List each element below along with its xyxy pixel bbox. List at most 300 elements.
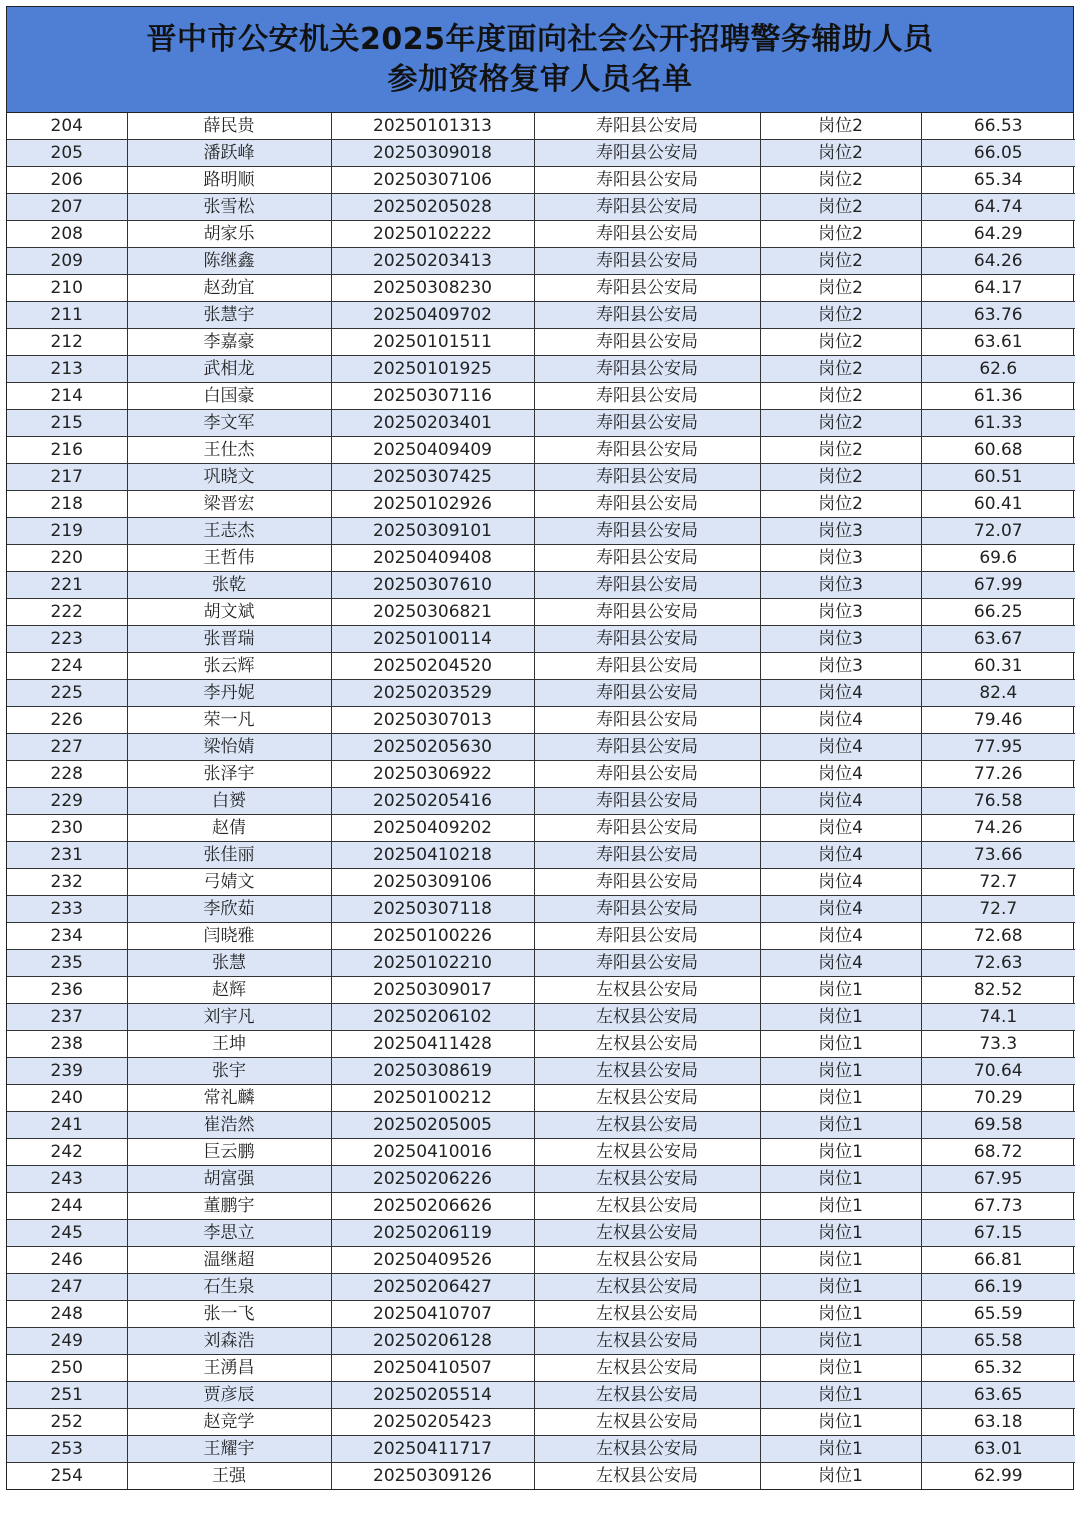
exam-id-cell: 20250102210: [331, 950, 534, 977]
position-cell: 岗位1: [760, 1112, 921, 1139]
score-cell: 66.53: [921, 113, 1075, 140]
score-cell: 82.52: [921, 977, 1075, 1004]
exam-id-cell: 20250205416: [331, 788, 534, 815]
position-cell: 岗位1: [760, 1436, 921, 1463]
position-cell: 岗位3: [760, 518, 921, 545]
agency-cell: 寿阳县公安局: [534, 194, 760, 221]
agency-cell: 寿阳县公安局: [534, 410, 760, 437]
row-number-cell: 227: [7, 734, 127, 761]
score-cell: 64.17: [921, 275, 1075, 302]
agency-cell: 寿阳县公安局: [534, 113, 760, 140]
table-row: [7, 518, 1075, 545]
row-number-cell: 252: [7, 1409, 127, 1436]
agency-cell: 左权县公安局: [534, 1166, 760, 1193]
position-cell: 岗位1: [760, 977, 921, 1004]
position-cell: 岗位4: [760, 680, 921, 707]
position-cell: 岗位1: [760, 1301, 921, 1328]
table-row: [7, 653, 1075, 680]
table-row: [7, 410, 1075, 437]
table-row: [7, 194, 1075, 221]
score-cell: 63.76: [921, 302, 1075, 329]
exam-id-cell: 20250205514: [331, 1382, 534, 1409]
position-cell: 岗位3: [760, 626, 921, 653]
row-number-cell: 247: [7, 1274, 127, 1301]
agency-cell: 寿阳县公安局: [534, 248, 760, 275]
exam-id-cell: 20250409408: [331, 545, 534, 572]
position-cell: 岗位1: [760, 1058, 921, 1085]
page-title: 晋中市公安机关2025年度面向社会公开招聘警务辅助人员: [146, 21, 934, 57]
score-cell: 73.66: [921, 842, 1075, 869]
name-cell: 王仕杰: [127, 437, 331, 464]
score-cell: 63.18: [921, 1409, 1075, 1436]
position-cell: 岗位1: [760, 1328, 921, 1355]
exam-id-cell: 20250409702: [331, 302, 534, 329]
name-cell: 石生泉: [127, 1274, 331, 1301]
name-cell: 王湧昌: [127, 1355, 331, 1382]
table-row: [7, 842, 1075, 869]
name-cell: 李思立: [127, 1220, 331, 1247]
score-cell: 72.7: [921, 869, 1075, 896]
row-number-cell: 229: [7, 788, 127, 815]
position-cell: 岗位4: [760, 869, 921, 896]
row-number-cell: 232: [7, 869, 127, 896]
name-cell: 李嘉豪: [127, 329, 331, 356]
row-number-cell: 248: [7, 1301, 127, 1328]
table-row: [7, 599, 1075, 626]
exam-id-cell: 20250102926: [331, 491, 534, 518]
table-row: [7, 788, 1075, 815]
title-header: [7, 7, 1073, 113]
position-cell: 岗位4: [760, 815, 921, 842]
agency-cell: 寿阳县公安局: [534, 140, 760, 167]
exam-id-cell: 20250409526: [331, 1247, 534, 1274]
row-number-cell: 214: [7, 383, 127, 410]
name-cell: 梁晋宏: [127, 491, 331, 518]
position-cell: 岗位2: [760, 248, 921, 275]
position-cell: 岗位2: [760, 113, 921, 140]
exam-id-cell: 20250205028: [331, 194, 534, 221]
agency-cell: 寿阳县公安局: [534, 761, 760, 788]
name-cell: 武相龙: [127, 356, 331, 383]
score-cell: 70.29: [921, 1085, 1075, 1112]
name-cell: 刘森浩: [127, 1328, 331, 1355]
score-cell: 64.74: [921, 194, 1075, 221]
table-row: [7, 302, 1075, 329]
table-row: [7, 761, 1075, 788]
exam-id-cell: 20250206102: [331, 1004, 534, 1031]
roster-table: [7, 113, 1075, 1489]
exam-id-cell: 20250410016: [331, 1139, 534, 1166]
score-cell: 64.26: [921, 248, 1075, 275]
agency-cell: 寿阳县公安局: [534, 572, 760, 599]
score-cell: 72.63: [921, 950, 1075, 977]
position-cell: 岗位4: [760, 788, 921, 815]
exam-id-cell: 20250205630: [331, 734, 534, 761]
position-cell: 岗位1: [760, 1355, 921, 1382]
position-cell: 岗位1: [760, 1031, 921, 1058]
score-cell: 73.3: [921, 1031, 1075, 1058]
agency-cell: 寿阳县公安局: [534, 869, 760, 896]
exam-id-cell: 20250203529: [331, 680, 534, 707]
row-number-cell: 249: [7, 1328, 127, 1355]
roster-sheet: [6, 6, 1074, 1490]
score-cell: 61.33: [921, 410, 1075, 437]
exam-id-cell: 20250205423: [331, 1409, 534, 1436]
exam-id-cell: 20250308619: [331, 1058, 534, 1085]
position-cell: 岗位2: [760, 491, 921, 518]
position-cell: 岗位2: [760, 383, 921, 410]
exam-id-cell: 20250309101: [331, 518, 534, 545]
agency-cell: 寿阳县公安局: [534, 842, 760, 869]
score-cell: 79.46: [921, 707, 1075, 734]
score-cell: 67.99: [921, 572, 1075, 599]
agency-cell: 左权县公安局: [534, 1382, 760, 1409]
score-cell: 60.41: [921, 491, 1075, 518]
agency-cell: 左权县公安局: [534, 1436, 760, 1463]
position-cell: 岗位1: [760, 1193, 921, 1220]
row-number-cell: 253: [7, 1436, 127, 1463]
position-cell: 岗位4: [760, 761, 921, 788]
table-row: [7, 1058, 1075, 1085]
score-cell: 76.58: [921, 788, 1075, 815]
name-cell: 弓婧文: [127, 869, 331, 896]
exam-id-cell: 20250308230: [331, 275, 534, 302]
score-cell: 66.25: [921, 599, 1075, 626]
score-cell: 72.07: [921, 518, 1075, 545]
name-cell: 荣一凡: [127, 707, 331, 734]
row-number-cell: 238: [7, 1031, 127, 1058]
exam-id-cell: 20250307013: [331, 707, 534, 734]
row-number-cell: 217: [7, 464, 127, 491]
name-cell: 胡文斌: [127, 599, 331, 626]
position-cell: 岗位2: [760, 329, 921, 356]
position-cell: 岗位1: [760, 1463, 921, 1490]
agency-cell: 左权县公安局: [534, 1112, 760, 1139]
name-cell: 张乾: [127, 572, 331, 599]
row-number-cell: 244: [7, 1193, 127, 1220]
row-number-cell: 210: [7, 275, 127, 302]
table-row: [7, 437, 1075, 464]
agency-cell: 左权县公安局: [534, 1058, 760, 1085]
row-number-cell: 230: [7, 815, 127, 842]
row-number-cell: 241: [7, 1112, 127, 1139]
name-cell: 张晋瑞: [127, 626, 331, 653]
score-cell: 63.61: [921, 329, 1075, 356]
table-row: [7, 950, 1075, 977]
name-cell: 张慧宇: [127, 302, 331, 329]
name-cell: 张雪松: [127, 194, 331, 221]
score-cell: 74.1: [921, 1004, 1075, 1031]
table-row: [7, 1139, 1075, 1166]
name-cell: 胡富强: [127, 1166, 331, 1193]
row-number-cell: 228: [7, 761, 127, 788]
name-cell: 巨云鹏: [127, 1139, 331, 1166]
agency-cell: 寿阳县公安局: [534, 356, 760, 383]
table-row: [7, 1247, 1075, 1274]
agency-cell: 寿阳县公安局: [534, 896, 760, 923]
name-cell: 闫晓雅: [127, 923, 331, 950]
exam-id-cell: 20250102222: [331, 221, 534, 248]
score-cell: 66.05: [921, 140, 1075, 167]
table-row: [7, 248, 1075, 275]
score-cell: 60.68: [921, 437, 1075, 464]
score-cell: 63.65: [921, 1382, 1075, 1409]
table-row: [7, 329, 1075, 356]
score-cell: 69.6: [921, 545, 1075, 572]
exam-id-cell: 20250203413: [331, 248, 534, 275]
score-cell: 62.6: [921, 356, 1075, 383]
agency-cell: 寿阳县公安局: [534, 950, 760, 977]
row-number-cell: 233: [7, 896, 127, 923]
agency-cell: 左权县公安局: [534, 1355, 760, 1382]
table-row: [7, 1166, 1075, 1193]
exam-id-cell: 20250100226: [331, 923, 534, 950]
row-number-cell: 234: [7, 923, 127, 950]
agency-cell: 寿阳县公安局: [534, 707, 760, 734]
table-row: [7, 707, 1075, 734]
position-cell: 岗位1: [760, 1004, 921, 1031]
position-cell: 岗位1: [760, 1247, 921, 1274]
table-row: [7, 1004, 1075, 1031]
name-cell: 张云辉: [127, 653, 331, 680]
agency-cell: 左权县公安局: [534, 1004, 760, 1031]
table-row: [7, 1355, 1075, 1382]
score-cell: 72.68: [921, 923, 1075, 950]
exam-id-cell: 20250206626: [331, 1193, 534, 1220]
table-row: [7, 1436, 1075, 1463]
score-cell: 65.32: [921, 1355, 1075, 1382]
table-row: [7, 1382, 1075, 1409]
agency-cell: 左权县公安局: [534, 1085, 760, 1112]
position-cell: 岗位1: [760, 1139, 921, 1166]
table-row: [7, 1274, 1075, 1301]
table-row: [7, 869, 1075, 896]
agency-cell: 寿阳县公安局: [534, 626, 760, 653]
row-number-cell: 254: [7, 1463, 127, 1490]
position-cell: 岗位2: [760, 410, 921, 437]
score-cell: 67.73: [921, 1193, 1075, 1220]
score-cell: 70.64: [921, 1058, 1075, 1085]
score-cell: 66.19: [921, 1274, 1075, 1301]
exam-id-cell: 20250206128: [331, 1328, 534, 1355]
table-row: [7, 680, 1075, 707]
agency-cell: 寿阳县公安局: [534, 923, 760, 950]
name-cell: 王哲伟: [127, 545, 331, 572]
row-number-cell: 225: [7, 680, 127, 707]
table-row: [7, 815, 1075, 842]
table-row: [7, 923, 1075, 950]
agency-cell: 寿阳县公安局: [534, 653, 760, 680]
agency-cell: 寿阳县公安局: [534, 545, 760, 572]
position-cell: 岗位2: [760, 275, 921, 302]
row-number-cell: 245: [7, 1220, 127, 1247]
position-cell: 岗位1: [760, 1220, 921, 1247]
name-cell: 李丹妮: [127, 680, 331, 707]
row-number-cell: 212: [7, 329, 127, 356]
agency-cell: 左权县公安局: [534, 1463, 760, 1490]
name-cell: 张一飞: [127, 1301, 331, 1328]
name-cell: 王强: [127, 1463, 331, 1490]
row-number-cell: 237: [7, 1004, 127, 1031]
table-row: [7, 1031, 1075, 1058]
roster-body: [7, 113, 1075, 1489]
table-row: [7, 545, 1075, 572]
position-cell: 岗位4: [760, 950, 921, 977]
position-cell: 岗位3: [760, 599, 921, 626]
agency-cell: 寿阳县公安局: [534, 518, 760, 545]
table-row: [7, 356, 1075, 383]
exam-id-cell: 20250101925: [331, 356, 534, 383]
row-number-cell: 219: [7, 518, 127, 545]
name-cell: 李欣茹: [127, 896, 331, 923]
agency-cell: 左权县公安局: [534, 1274, 760, 1301]
agency-cell: 寿阳县公安局: [534, 437, 760, 464]
name-cell: 王坤: [127, 1031, 331, 1058]
position-cell: 岗位4: [760, 896, 921, 923]
table-row: [7, 275, 1075, 302]
score-cell: 67.15: [921, 1220, 1075, 1247]
table-row: [7, 1463, 1075, 1490]
exam-id-cell: 20250409409: [331, 437, 534, 464]
name-cell: 刘宇凡: [127, 1004, 331, 1031]
exam-id-cell: 20250307116: [331, 383, 534, 410]
row-number-cell: 224: [7, 653, 127, 680]
score-cell: 66.81: [921, 1247, 1075, 1274]
agency-cell: 寿阳县公安局: [534, 302, 760, 329]
table-row: [7, 896, 1075, 923]
exam-id-cell: 20250307118: [331, 896, 534, 923]
position-cell: 岗位3: [760, 545, 921, 572]
agency-cell: 寿阳县公安局: [534, 815, 760, 842]
name-cell: 赵辉: [127, 977, 331, 1004]
table-row: [7, 113, 1075, 140]
table-row: [7, 1220, 1075, 1247]
exam-id-cell: 20250411428: [331, 1031, 534, 1058]
name-cell: 常礼麟: [127, 1085, 331, 1112]
name-cell: 胡家乐: [127, 221, 331, 248]
name-cell: 董鹏宇: [127, 1193, 331, 1220]
exam-id-cell: 20250309018: [331, 140, 534, 167]
position-cell: 岗位2: [760, 302, 921, 329]
agency-cell: 寿阳县公安局: [534, 167, 760, 194]
position-cell: 岗位4: [760, 923, 921, 950]
score-cell: 60.51: [921, 464, 1075, 491]
position-cell: 岗位2: [760, 464, 921, 491]
position-cell: 岗位2: [760, 140, 921, 167]
name-cell: 薛民贵: [127, 113, 331, 140]
agency-cell: 寿阳县公安局: [534, 275, 760, 302]
exam-id-cell: 20250306922: [331, 761, 534, 788]
table-row: [7, 383, 1075, 410]
position-cell: 岗位2: [760, 167, 921, 194]
agency-cell: 寿阳县公安局: [534, 383, 760, 410]
name-cell: 赵劲宜: [127, 275, 331, 302]
agency-cell: 左权县公安局: [534, 977, 760, 1004]
table-row: [7, 221, 1075, 248]
position-cell: 岗位3: [760, 653, 921, 680]
exam-id-cell: 20250309126: [331, 1463, 534, 1490]
row-number-cell: 208: [7, 221, 127, 248]
agency-cell: 寿阳县公安局: [534, 329, 760, 356]
position-cell: 岗位2: [760, 194, 921, 221]
table-row: [7, 626, 1075, 653]
score-cell: 72.7: [921, 896, 1075, 923]
position-cell: 岗位4: [760, 734, 921, 761]
position-cell: 岗位1: [760, 1085, 921, 1112]
exam-id-cell: 20250307106: [331, 167, 534, 194]
row-number-cell: 240: [7, 1085, 127, 1112]
score-cell: 62.99: [921, 1463, 1075, 1490]
exam-id-cell: 20250206427: [331, 1274, 534, 1301]
position-cell: 岗位2: [760, 356, 921, 383]
position-cell: 岗位4: [760, 842, 921, 869]
agency-cell: 左权县公安局: [534, 1247, 760, 1274]
table-row: [7, 734, 1075, 761]
exam-id-cell: 20250306821: [331, 599, 534, 626]
name-cell: 赵倩: [127, 815, 331, 842]
score-cell: 64.29: [921, 221, 1075, 248]
table-row: [7, 1328, 1075, 1355]
table-row: [7, 1301, 1075, 1328]
row-number-cell: 207: [7, 194, 127, 221]
exam-id-cell: 20250410218: [331, 842, 534, 869]
name-cell: 王耀宇: [127, 1436, 331, 1463]
agency-cell: 寿阳县公安局: [534, 599, 760, 626]
position-cell: 岗位2: [760, 437, 921, 464]
row-number-cell: 250: [7, 1355, 127, 1382]
row-number-cell: 223: [7, 626, 127, 653]
exam-id-cell: 20250410507: [331, 1355, 534, 1382]
name-cell: 陈继鑫: [127, 248, 331, 275]
row-number-cell: 209: [7, 248, 127, 275]
row-number-cell: 220: [7, 545, 127, 572]
table-row: [7, 572, 1075, 599]
score-cell: 82.4: [921, 680, 1075, 707]
page-subtitle: 参加资格复审人员名单: [387, 61, 693, 97]
agency-cell: 左权县公安局: [534, 1409, 760, 1436]
name-cell: 路明顺: [127, 167, 331, 194]
name-cell: 张佳丽: [127, 842, 331, 869]
score-cell: 65.34: [921, 167, 1075, 194]
row-number-cell: 251: [7, 1382, 127, 1409]
score-cell: 63.67: [921, 626, 1075, 653]
row-number-cell: 221: [7, 572, 127, 599]
exam-id-cell: 20250203401: [331, 410, 534, 437]
table-row: [7, 140, 1075, 167]
table-row: [7, 977, 1075, 1004]
row-number-cell: 243: [7, 1166, 127, 1193]
agency-cell: 左权县公安局: [534, 1328, 760, 1355]
row-number-cell: 211: [7, 302, 127, 329]
table-row: [7, 491, 1075, 518]
name-cell: 李文军: [127, 410, 331, 437]
row-number-cell: 239: [7, 1058, 127, 1085]
row-number-cell: 226: [7, 707, 127, 734]
name-cell: 巩晓文: [127, 464, 331, 491]
exam-id-cell: 20250205005: [331, 1112, 534, 1139]
exam-id-cell: 20250100212: [331, 1085, 534, 1112]
name-cell: 潘跃峰: [127, 140, 331, 167]
name-cell: 白国豪: [127, 383, 331, 410]
position-cell: 岗位4: [760, 707, 921, 734]
table-row: [7, 464, 1075, 491]
score-cell: 60.31: [921, 653, 1075, 680]
table-row: [7, 1193, 1075, 1220]
exam-id-cell: 20250101313: [331, 113, 534, 140]
score-cell: 61.36: [921, 383, 1075, 410]
agency-cell: 左权县公安局: [534, 1139, 760, 1166]
name-cell: 贾彦辰: [127, 1382, 331, 1409]
